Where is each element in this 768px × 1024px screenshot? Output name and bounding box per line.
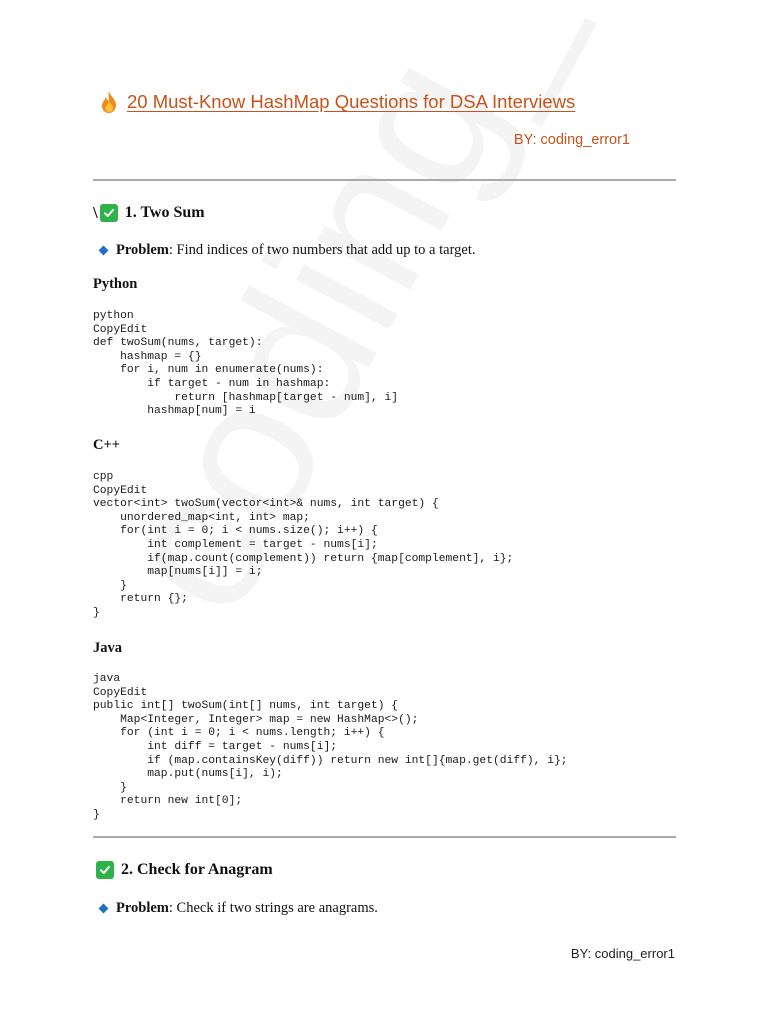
language-heading-python: Python (93, 276, 138, 292)
code-block-java: java CopyEdit public int[] twoSum(int[] nums, int target) { Map<Integer, Integer> map = new HashMap<>(); for (int i = 0; i < nums.length; i++) { int diff = target - nums[i]; if (map.containsKey(diff)) return new int[]{map.get(diff), i}; map.put(nums[i], i); } return new int[0]; } (93, 673, 568, 821)
problem-label: Problem (116, 900, 169, 916)
check-icon (96, 861, 114, 879)
problem-label: Problem (116, 242, 169, 258)
section-heading-anagram (96, 861, 273, 879)
language-heading-java: Java (93, 640, 122, 656)
section-heading-two-sum (93, 203, 205, 223)
language-heading-cpp: C++ (93, 437, 120, 453)
divider-middle (93, 836, 676, 838)
title-link[interactable]: 20 Must-Know HashMap Questions for DSA Interviews (127, 91, 576, 112)
problem-text: : Check if two strings are anagrams. (168, 900, 378, 916)
fire-icon (98, 90, 120, 114)
title-row (98, 90, 575, 114)
section-title: 2. Check for Anagram (121, 861, 273, 878)
problem-text: : Find indices of two numbers that add up to a target. (168, 242, 476, 258)
backslash-char: \ (93, 203, 98, 222)
section-title: 1. Two Sum (124, 204, 205, 221)
code-block-cpp: cpp CopyEdit vector<int> twoSum(vector<int>& nums, int target) { unordered_map<int, int> map; for(int i = 0; i < nums.size(); i++) { int complement = target - nums[i]; if(map.count(complement)) return {map[complement], i}; map[nums[i]] = i; } return {}; } (93, 471, 514, 619)
byline-top: BY: coding_error1 (513, 132, 630, 148)
diamond-bullet-icon (99, 904, 109, 914)
problem-row-two-sum (98, 242, 476, 259)
code-block-python: python CopyEdit def twoSum(nums, target): hashmap = {} for i, num in enumerate(nums): if target - num in hashmap: return [hashmap[target - num], i] hashmap[num] = i (93, 310, 399, 418)
byline-bottom: BY: coding_error1 (570, 946, 675, 961)
divider-top (93, 179, 676, 181)
problem-row-anagram (98, 900, 378, 917)
check-icon (100, 204, 118, 222)
diamond-bullet-icon (99, 246, 109, 256)
